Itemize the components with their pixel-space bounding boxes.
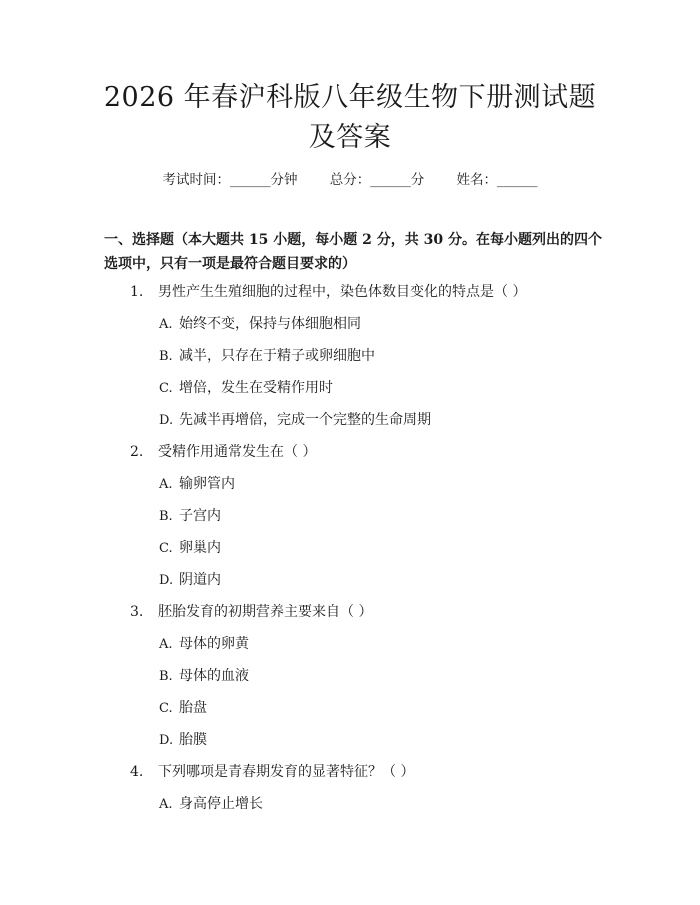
option-text: 胎膜 xyxy=(179,732,207,748)
question-number: 2. xyxy=(130,444,144,460)
page-title: 2026 年春沪科版八年级生物下册测试题及答案 xyxy=(103,82,597,153)
total-score: 总分：______分 xyxy=(329,172,425,188)
option-text: 先减半再增倍，完成一个完整的生命周期 xyxy=(179,412,431,428)
student-name: 姓名：______ xyxy=(456,172,538,188)
option xyxy=(159,474,235,495)
option-text: 减半，只存在于精子或卵细胞中 xyxy=(179,348,375,364)
question-4 xyxy=(130,762,414,782)
option xyxy=(159,730,207,751)
option-text: 输卵管内 xyxy=(179,476,235,492)
option-letter: A. xyxy=(159,477,173,492)
option xyxy=(159,698,207,719)
option-text: 母体的卵黄 xyxy=(179,636,249,652)
exam-time: 考试时间：______分钟 xyxy=(162,172,298,188)
question-text: 下列哪项是青春期发育的显著特征？（ ） xyxy=(158,764,415,780)
option xyxy=(159,794,263,815)
option-text: 卵巢内 xyxy=(179,540,221,556)
question-number: 3. xyxy=(130,604,144,620)
question-text: 受精作用通常发生在（ ） xyxy=(158,444,317,460)
option-text: 身高停止增长 xyxy=(179,796,263,812)
option-letter: B. xyxy=(159,349,173,364)
option xyxy=(159,538,221,559)
option xyxy=(159,378,333,399)
option-letter: D. xyxy=(159,413,174,428)
section-heading: 一、选择题（本大题共 15 小题，每小题 2 分，共 30 分。在每小题列出的四个选项中，只有一项是最符合题目要求的） xyxy=(104,232,602,272)
option-text: 阴道内 xyxy=(179,572,221,588)
question-3 xyxy=(130,602,372,622)
option-text: 增倍，发生在受精作用时 xyxy=(179,380,333,396)
option-letter: A. xyxy=(159,637,173,652)
option-text: 始终不变，保持与体细胞相同 xyxy=(179,316,361,332)
option-text: 子宫内 xyxy=(179,508,221,524)
question-number: 1. xyxy=(130,284,144,300)
option xyxy=(159,666,249,687)
option xyxy=(159,314,361,335)
exam-info xyxy=(0,168,700,188)
option-letter: C. xyxy=(159,541,173,556)
option-text: 胎盘 xyxy=(179,700,207,716)
option-text: 母体的血液 xyxy=(179,668,249,684)
option xyxy=(159,410,431,431)
option-letter: A. xyxy=(159,317,173,332)
option-letter: D. xyxy=(159,573,174,588)
option xyxy=(159,570,221,591)
question-2 xyxy=(130,442,316,462)
option-letter: B. xyxy=(159,509,173,524)
option xyxy=(159,346,375,367)
question-text: 男性产生生殖细胞的过程中，染色体数目变化的特点是（ ） xyxy=(158,284,527,300)
option xyxy=(159,634,249,655)
question-text: 胚胎发育的初期营养主要来自（ ） xyxy=(158,604,373,620)
option-letter: C. xyxy=(159,381,173,396)
option xyxy=(159,506,221,527)
option-letter: D. xyxy=(159,733,174,748)
option-letter: B. xyxy=(159,669,173,684)
question-1 xyxy=(130,282,526,302)
option-letter: A. xyxy=(159,797,173,812)
question-number: 4. xyxy=(130,764,144,780)
option-letter: C. xyxy=(159,701,173,716)
